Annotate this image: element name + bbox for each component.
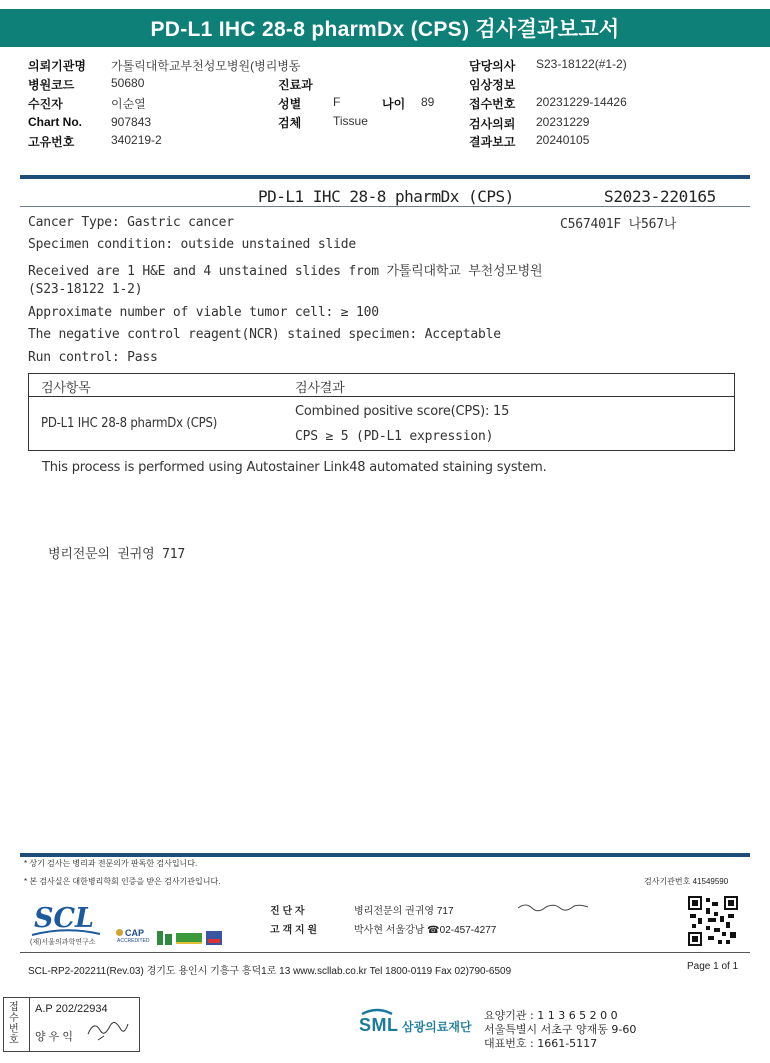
- received-text: Received are 1 H&E and 4 unstained slides from 가톨릭대학교 부천성모병원: [28, 264, 543, 279]
- age-value: 89: [421, 95, 435, 109]
- scl-logo-text: SCL: [34, 903, 94, 934]
- specimen-condition: Specimen condition: outside unstained slide: [28, 237, 356, 252]
- unique-no-value: 340219-2: [111, 133, 162, 147]
- receipt-stamp: [3, 997, 140, 1052]
- age-label: 나이: [382, 97, 406, 111]
- iso-cert-icon: [205, 930, 223, 946]
- doctor-label: 담당의사: [469, 59, 516, 73]
- test-title: PD-L1 IHC 28-8 pharmDx (CPS): [258, 187, 514, 206]
- test-item: PD-L1 IHC 28-8 pharmDx (CPS): [41, 416, 218, 431]
- col-item-header: 검사항목: [41, 381, 91, 396]
- sex-label: 성별: [278, 97, 302, 111]
- cps-interpretation: CPS ≥ 5 (PD-L1 expression): [295, 429, 494, 444]
- clinical-label: 임상정보: [469, 78, 516, 92]
- cancer-type: Cancer Type: Gastric cancer: [28, 215, 234, 230]
- scl-name: (재)서울의과학연구소: [30, 939, 96, 946]
- diagnosis-value: 병리전문의 권귀영 717: [354, 906, 454, 917]
- request-value: 20231229: [536, 115, 590, 129]
- specimen-label: 검체: [278, 116, 302, 130]
- cap-mark-icon: [115, 928, 124, 937]
- institution-number: 검사기관번호 41549590: [644, 877, 729, 886]
- received-ref: (S23-18122 1-2): [28, 282, 143, 297]
- receipt-no-label: 접수번호: [469, 97, 516, 111]
- institution-value: 가톨릭대학교부천성모병원(병리병동: [111, 59, 301, 73]
- chart-no-label: Chart No.: [28, 115, 82, 129]
- lab-address: SCL-RP2-202211(Rev.03) 경기도 용인시 기흥구 흥덕1로 13 www.scllab.co.kr Tel 1800-0119 Fax 02)790-6509: [28, 966, 512, 977]
- contact-label: 고 객 지 원: [270, 925, 317, 936]
- unique-no-label: 고유번호: [28, 135, 75, 149]
- sex-value: F: [333, 95, 341, 109]
- result-table: [28, 373, 735, 451]
- footer-divider: [20, 853, 750, 857]
- section-divider-thin: [20, 206, 750, 207]
- sml-logo-text: SML: [359, 1015, 399, 1035]
- result-value: 20240105: [536, 133, 590, 147]
- section-divider: [20, 175, 750, 179]
- sml-name: 삼광의료재단: [402, 1020, 472, 1034]
- scl-logo: [30, 903, 102, 947]
- footer-note-1: * 상기 검사는 병리과 전문의가 판독한 검사입니다.: [24, 859, 198, 868]
- request-label: 검사의뢰: [469, 117, 516, 131]
- patient-value: 이순열: [111, 97, 146, 111]
- result-label: 결과보고: [469, 135, 516, 149]
- page-number: Page 1 of 1: [687, 961, 739, 972]
- care-institution-no: 요양기관 : 1 1 3 6 5 2 0 0: [484, 1009, 618, 1022]
- footer-note-2: * 본 검사실은 대한병리학회 인증을 받은 검사기관입니다.: [24, 877, 221, 886]
- lh-cert-icon: [156, 930, 174, 946]
- qr-code-icon: [688, 896, 738, 946]
- cps-score: Combined positive score(CPS): 15: [295, 404, 510, 419]
- cap-logo: CAP ACCREDITED: [117, 928, 150, 944]
- department-label: 진료과: [278, 78, 313, 92]
- diagnosis-label: 진 단 자: [270, 906, 305, 917]
- run-control: Run control: Pass: [28, 350, 158, 365]
- report-number: S2023-220165: [604, 187, 716, 206]
- kola-cert-icon: [176, 931, 202, 945]
- stamp-name: 양 우 익: [35, 1031, 73, 1043]
- address-divider: [20, 952, 750, 953]
- sml-phone: 대표번호 : 1661-5117: [484, 1037, 598, 1050]
- pathologist-sign: 병리전문의 권귀영 717: [48, 547, 185, 562]
- institution-label: 의뢰기관명: [28, 59, 86, 73]
- report-title: PD-L1 IHC 28-8 pharmDx (CPS) 검사결과보고서: [0, 9, 770, 47]
- doctor-value: S23-18122(#1-2): [536, 57, 627, 71]
- ncr-text: The negative control reagent(NCR) stained specimen: Acceptable: [28, 327, 501, 342]
- hospital-code-label: 병원코드: [28, 78, 75, 92]
- receipt-no-value: 20231229-14426: [536, 95, 627, 109]
- process-note: This process is performed using Autostainer Link48 automated staining system.: [42, 460, 547, 475]
- stamp-side-label: 접수번호: [9, 1002, 19, 1046]
- doctor-signature-icon: [516, 900, 592, 914]
- contact-value: 박사현 서울강남 ☎02-457-4277: [354, 925, 497, 936]
- block-code: C567401F 나567나: [560, 217, 677, 232]
- tumor-cells: Approximate number of viable tumor cell: ≥ 100: [28, 305, 379, 320]
- stamp-signature-icon: [84, 1014, 132, 1044]
- sml-address: 서울특별시 서초구 양재동 9-60: [484, 1023, 637, 1036]
- chart-no-value: 907843: [111, 115, 152, 129]
- col-result-header: 검사결과: [295, 381, 345, 396]
- patient-label: 수진자: [28, 97, 63, 111]
- specimen-value: Tissue: [333, 114, 368, 128]
- hospital-code-value: 50680: [111, 76, 145, 90]
- stamp-accession: A.P 202/22934: [35, 1003, 108, 1015]
